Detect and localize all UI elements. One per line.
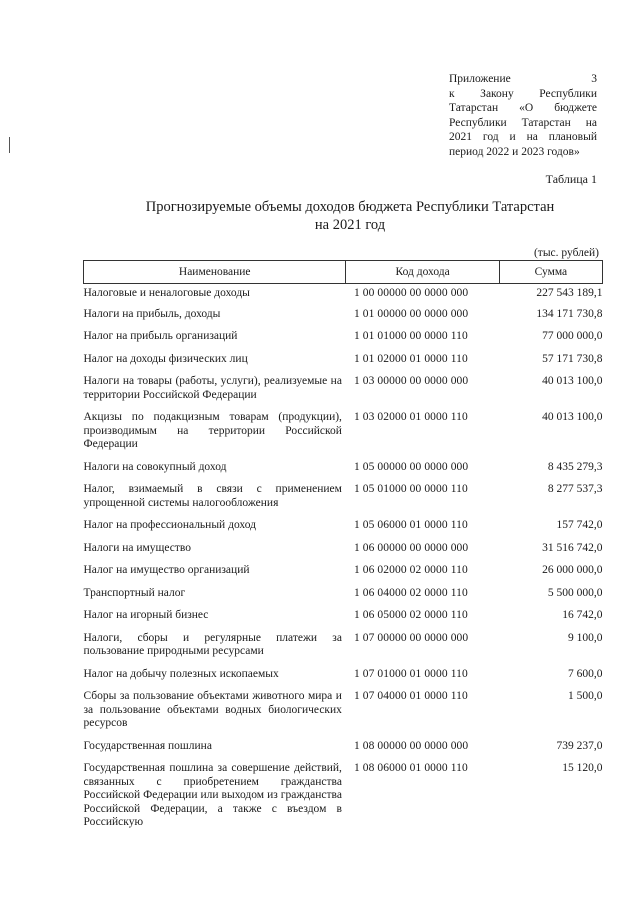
row-sum: 7 600,0: [568, 667, 603, 680]
row-name: Налог, взимаемый в связи с применением упрощенной системы налогообложения: [83, 483, 342, 509]
table-row: [84, 480, 603, 516]
table-row: [84, 305, 603, 328]
row-code: 1 05 01000 00 0000 110: [353, 483, 468, 495]
row-name: Налог на игорный бизнес: [83, 609, 209, 621]
row-sum: 40 013 100,0: [542, 375, 603, 387]
row-code: 1 06 04000 02 0000 110: [353, 586, 468, 599]
document-title: [60, 198, 640, 234]
row-name: Государственная пошлина за совершение действий, связанных с приобретением гражданства Российской Федерации или выходом из гражданства Российской Федерации, а также с въездом в Российскую: [83, 762, 342, 828]
row-sum: 227 543 189,1: [536, 287, 603, 299]
row-sum: 1 500,0: [568, 690, 603, 702]
row-code: 1 08 06000 01 0000 110: [353, 762, 468, 774]
row-code: 1 03 02000 01 0000 110: [353, 411, 468, 423]
table-row: [84, 687, 603, 737]
title-line: на 2021 год: [314, 217, 386, 233]
row-name: Налоги на товары (работы, услуги), реализуемые на территории Российской Федерации: [83, 375, 342, 401]
table-row: [84, 516, 603, 539]
row-sum: 157 742,0: [556, 519, 603, 531]
row-sum: 739 237,0: [556, 739, 603, 752]
row-sum: 9 100,0: [568, 631, 603, 644]
table-row: [84, 408, 603, 458]
appendix-line: период 2022 и 2023 годов»: [449, 145, 580, 158]
appendix-line: 2021 год и на плановый: [449, 131, 597, 144]
row-code: 1 03 00000 00 0000 000: [353, 375, 469, 387]
row-code: 1 05 06000 01 0000 110: [353, 519, 468, 531]
table-row: [84, 584, 603, 607]
row-name: Акцизы по подакцизным товарам (продукции), производимым на территории Российской Федерации: [83, 411, 342, 450]
row-sum: 8 277 537,3: [547, 483, 603, 495]
row-name: Налоги на совокупный доход: [83, 460, 227, 473]
row-sum: 31 516 742,0: [542, 541, 603, 554]
income-table: [83, 260, 603, 836]
table-number: Таблица 1: [545, 172, 597, 186]
row-code: 1 07 01000 01 0000 110: [353, 667, 468, 680]
table-row: [84, 737, 603, 760]
row-code: 1 06 05000 02 0000 110: [353, 609, 468, 621]
row-name: Налог на профессиональный доход: [83, 519, 256, 531]
row-code: 1 01 00000 00 0000 000: [353, 307, 469, 320]
table-row: [84, 665, 603, 688]
table-row: [84, 350, 603, 373]
row-name: Государственная пошлина: [83, 739, 212, 752]
row-name: Налог на имущество организаций: [83, 564, 250, 576]
row-name: Налоги на прибыль, доходы: [83, 307, 221, 320]
units-label: (тыс. рублей): [533, 247, 599, 259]
table-row: [84, 539, 603, 562]
row-code: 1 01 01000 00 0000 110: [353, 330, 468, 342]
row-code: 1 08 00000 00 0000 000: [353, 739, 469, 752]
table-row: [84, 327, 603, 350]
row-sum: 77 000 000,0: [542, 330, 603, 342]
appendix-header: [449, 72, 597, 160]
appendix-line: Татарстан «О бюджете: [449, 102, 597, 115]
row-code: 1 01 02000 01 0000 110: [353, 352, 468, 365]
table-row: [84, 284, 603, 305]
table-row: [84, 629, 603, 665]
table-row: [84, 606, 603, 629]
title-line: Прогнозируемые объемы доходов бюджета Республики Татарстан: [145, 199, 555, 215]
row-sum: 40 013 100,0: [542, 411, 603, 423]
row-sum: 57 171 730,8: [542, 352, 603, 365]
row-sum: 134 171 730,8: [536, 307, 603, 320]
table-body: [84, 284, 603, 836]
row-name: Налог на добычу полезных ископаемых: [83, 667, 279, 680]
row-code: 1 06 02000 02 0000 110: [353, 564, 468, 576]
row-code: 1 07 00000 00 0000 000: [353, 631, 469, 644]
row-name: Транспортный налог: [83, 586, 186, 599]
row-code: 1 00 00000 00 0000 000: [353, 287, 469, 299]
row-sum: 26 000 000,0: [542, 564, 603, 576]
table-row: [84, 372, 603, 408]
row-sum: 8 435 279,3: [547, 460, 603, 473]
row-name: Налоговые и неналоговые доходы: [83, 287, 250, 299]
table-row: [84, 458, 603, 481]
row-sum: 15 120,0: [562, 762, 603, 774]
table-row: [84, 561, 603, 584]
appendix-line: Республики Татарстан на: [449, 116, 597, 129]
row-name: Налоги на имущество: [83, 541, 192, 554]
row-name: Налог на доходы физических лиц: [83, 352, 248, 365]
row-code: 1 06 00000 00 0000 000: [353, 541, 469, 554]
column-header-name: Наименование: [84, 261, 346, 284]
appendix-line: Приложение 3: [449, 73, 597, 85]
row-name: Налоги, сборы и регулярные платежи за пользование природными ресурсами: [83, 631, 342, 657]
column-header-code: Код дохода: [346, 261, 499, 284]
table-header-row: [84, 261, 603, 284]
row-sum: 5 500 000,0: [547, 586, 603, 599]
row-name: Налог на прибыль организаций: [83, 330, 238, 342]
row-code: 1 05 00000 00 0000 000: [353, 460, 469, 473]
row-name: Сборы за пользование объектами животного мира и за пользование объектами водных биологических ресурсов: [83, 690, 342, 729]
column-header-sum: Сумма: [499, 261, 602, 284]
margin-mark: [9, 137, 10, 153]
row-sum: 16 742,0: [562, 609, 603, 621]
appendix-line: к Закону Республики: [449, 87, 597, 100]
row-code: 1 07 04000 01 0000 110: [353, 690, 468, 702]
table-row: [84, 759, 603, 836]
